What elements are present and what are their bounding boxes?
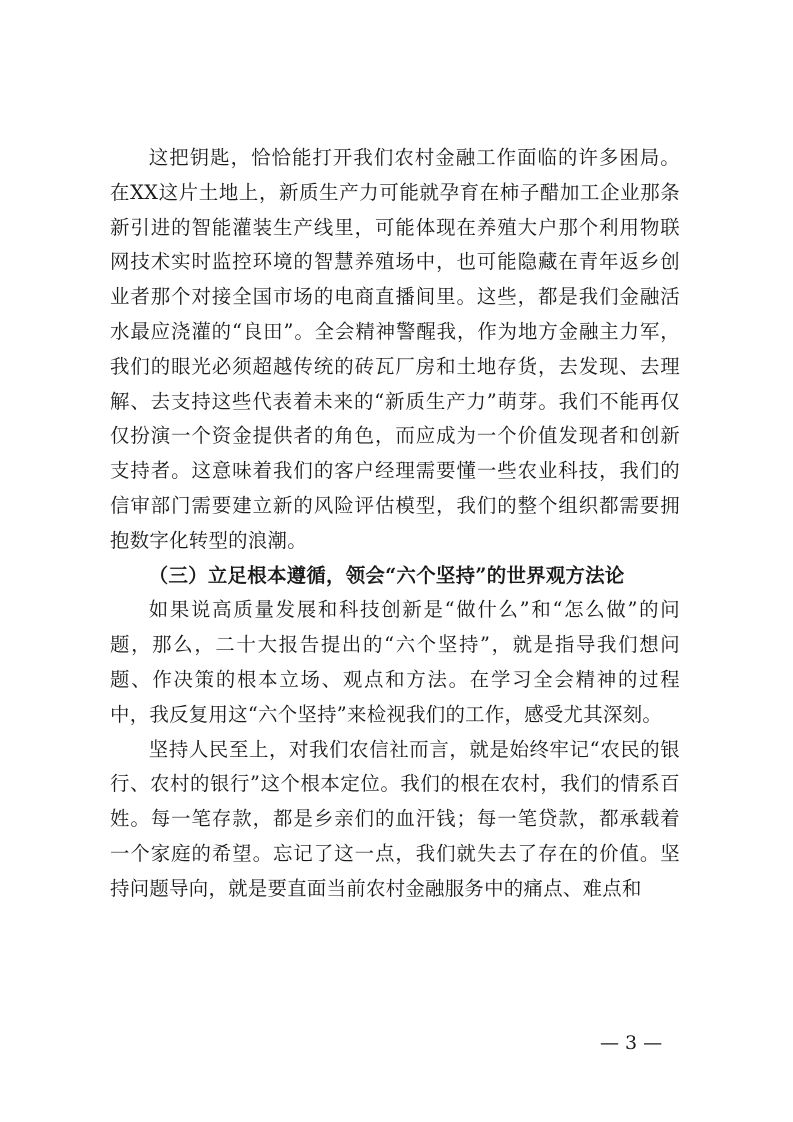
- body-paragraph-3: 坚持人民至上，对我们农信社而言，就是始终牢记“农民的银行、农村的银行”这个根本定位。我们的根在农村，我们的情系百姓。每一笔存款，都是乡亲们的血汗钱；每一笔贷款，都承载着一个家庭的希望。忘记了这一点，我们就失去了存在的价值。坚持问题导向，就是要直面当前农村金融服务中的痛点、难点和: [110, 737, 680, 900]
- section-heading: （三）立足根本遵循，领会“六个坚持”的世界观方法论: [148, 563, 625, 587]
- page-number: — 3 —: [600, 1032, 663, 1054]
- body-paragraph-1: 这把钥匙，恰恰能打开我们农村金融工作面临的许多困局。在XX这片土地上，新质生产力可能就孕育在柿子醋加工企业那条新引进的智能灌装生产线里，可能体现在养殖大户那个利用物联网技术实时监控环境的智慧养殖场中，也可能隐藏在青年返乡创业者那个对接全国市场的电商直播间里。这些，都是我们金融活水最应浇灌的“良田”。全会精神警醒我，作为地方金融主力军，我们的眼光必须超越传统的砖瓦厂房和土地存货，去发现、去理解、去支持这些代表着未来的“新质生产力”萌芽。我们不能再仅仅扮演一个资金提供者的角色，而应成为一个价值发现者和创新支持者。这意味着我们的客户经理需要懂一些农业科技，我们的信审部门需要建立新的风险评估模型，我们的整个组织都需要拥抱数字化转型的浪潮。: [110, 146, 680, 552]
- body-paragraph-2: 如果说高质量发展和科技创新是“做什么”和“怎么做”的问题，那么，二十大报告提出的“六个坚持”，就是指导我们想问题、作决策的根本立场、观点和方法。在学习全会精神的过程中，我反复用这“六个坚持”来检视我们的工作，感受尤其深刻。: [110, 598, 680, 726]
- document-body: [110, 141, 680, 907]
